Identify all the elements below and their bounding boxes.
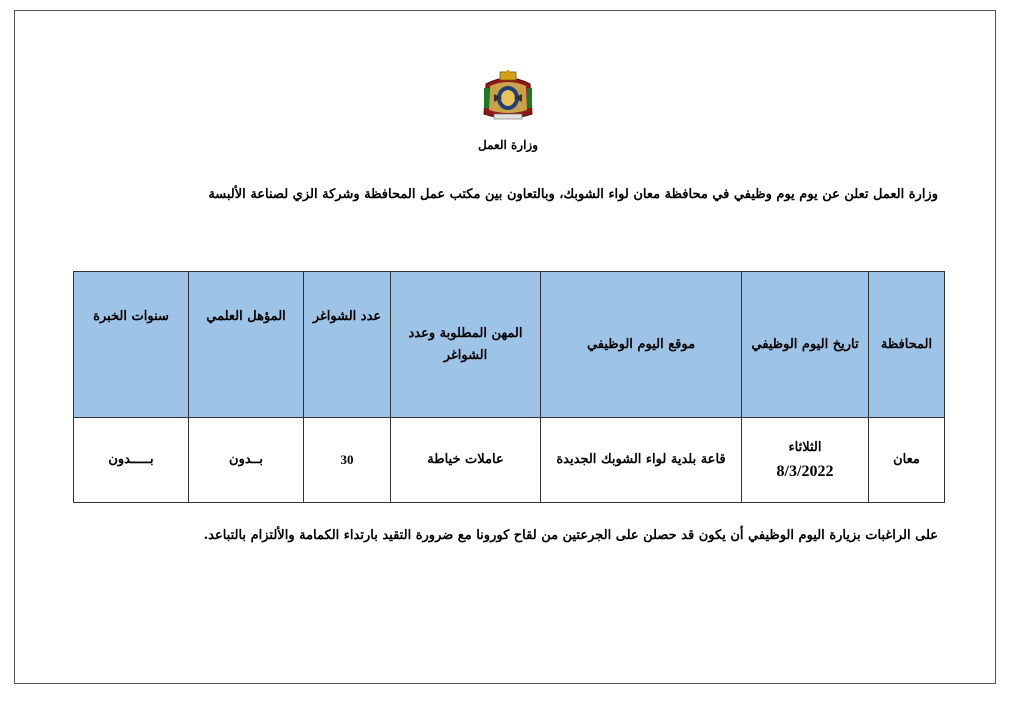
table-row: [74, 418, 945, 503]
cell-location: قاعة بلدية لواء الشوبك الجديدة: [541, 418, 742, 503]
cell-date-value: 8/3/2022: [776, 463, 834, 480]
cell-experience: بـــــدون: [74, 418, 189, 503]
cell-day: الثلاثاء: [788, 440, 822, 455]
cell-vacancies: 30: [304, 418, 391, 503]
cell-date: [742, 418, 869, 503]
cell-professions: عاملات خياطة: [391, 418, 541, 503]
table-header-row: [74, 272, 945, 418]
cell-governorate: معان: [869, 418, 945, 503]
job-day-table: [73, 271, 945, 503]
ministry-name: وزارة العمل: [478, 138, 538, 152]
header-location: موقع اليوم الوظيفي: [541, 272, 742, 418]
announcement-text: وزارة العمل تعلن عن يوم يوم وظيفي في محافظة معان لواء الشوبك، وبالتعاون بين مكتب عمل المحافظة وشركة الزي لصناعة الألبسة: [208, 187, 938, 202]
cell-qualification: بــدون: [189, 418, 304, 503]
covid-notice-text: على الراغبات بزيارة اليوم الوظيفي أن يكون قد حصلن على الجرعتين من لقاح كورونا مع ضرورة التقيد بارتداء الكمامة والألتزام بالتباعد.: [203, 528, 938, 543]
header-vacancies: عدد الشواغر: [304, 272, 391, 418]
header-experience: سنوات الخبرة: [74, 272, 189, 418]
header-date: تاريخ اليوم الوظيفي: [742, 272, 869, 418]
header-governorate: المحافظة: [869, 272, 945, 418]
header-professions: المهن المطلوبة وعدد الشواغر: [391, 272, 541, 418]
coat-of-arms-emblem: [480, 70, 536, 124]
header-qualification: المؤهل العلمي: [189, 272, 304, 418]
